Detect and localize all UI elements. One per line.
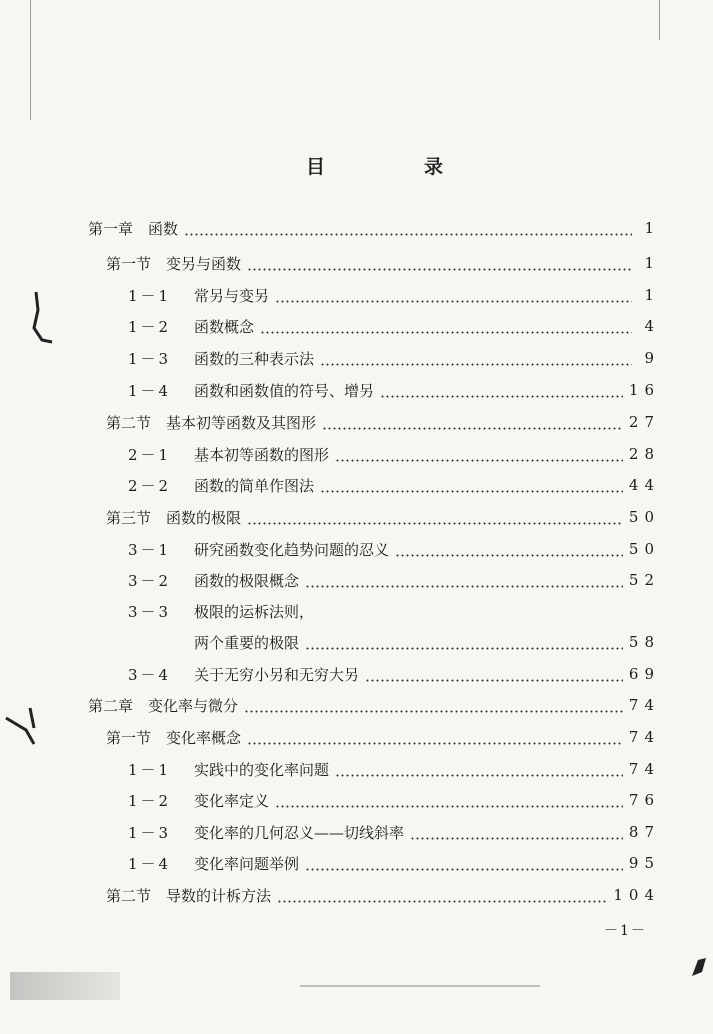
toc-entry-number: 1－1: [128, 760, 172, 779]
scan-smudge: [10, 972, 120, 1000]
toc-entry-number: 1－2: [128, 317, 172, 336]
toc-entry-label: 关于无穷小另和无穷大另: [194, 665, 360, 684]
toc-entry-number: 1－4: [128, 381, 172, 400]
toc-entry-page: 69: [628, 665, 660, 683]
toc-entry-label: 基本初等函数的图形: [194, 445, 330, 464]
toc-entry-number: 3－1: [128, 540, 172, 559]
toc-dot-leader: [277, 900, 607, 903]
toc-entry: [106, 408, 660, 436]
toc-entry: [106, 249, 660, 277]
toc-entry: [106, 723, 660, 751]
toc-entry: [128, 471, 660, 499]
toc-dot-leader: [305, 868, 623, 871]
toc-entry-label: 极限的运柝法则，: [194, 602, 315, 621]
toc-entry-page: 76: [628, 791, 660, 809]
toc-entry-page: 16: [628, 381, 660, 399]
toc-entry-number: 1－4: [128, 854, 172, 873]
toc-entry: [128, 440, 660, 468]
toc-entry-page: 44: [628, 476, 660, 494]
toc-dot-leader: [380, 395, 623, 398]
toc-entry-label: 函数的简单作图法: [194, 476, 315, 495]
toc-entry-label: 函数概念: [194, 317, 255, 336]
toc-entry-page: 95: [628, 854, 660, 872]
scan-edge-line: [659, 0, 660, 40]
toc-entry-label: 实践中的变化率问题: [194, 760, 330, 779]
toc-entry: [88, 214, 660, 242]
title-char-left: 目: [306, 156, 328, 178]
toc-entry-label: 第二节 基本初等函数及其图形: [106, 413, 317, 432]
toc-entry-page: 1: [644, 254, 660, 272]
toc-entry-label: 第三节 函数的极限: [106, 508, 242, 527]
scan-smudge: [300, 985, 540, 987]
toc-entry-page: 50: [628, 508, 660, 526]
toc-entry-page: 28: [628, 445, 660, 463]
toc-entry-page: 27: [628, 413, 660, 431]
toc-entry-page: 104: [613, 886, 660, 904]
toc-entry-label: 变化率定义: [194, 791, 270, 810]
scan-smudge: [22, 290, 62, 350]
toc-entry-page: 1: [644, 286, 660, 304]
toc-dot-leader: [322, 427, 623, 430]
toc-entry-number: 3－2: [128, 571, 172, 590]
toc-dot-leader: [395, 554, 623, 557]
toc-entry-page: 1: [644, 219, 660, 237]
page-footer-number: －1－: [604, 923, 647, 939]
toc-dot-leader: [244, 710, 623, 713]
toc-entry-label: 研究函数变化趋势问题的忍义: [194, 540, 390, 559]
toc-dot-leader: [335, 459, 623, 462]
toc-entry-page: 87: [628, 823, 660, 841]
toc-entry-page: 9: [644, 349, 660, 367]
toc-entry-label: 变化率的几何忍义——切线斜率: [194, 823, 405, 842]
toc-entry-number: 1－3: [128, 349, 172, 368]
toc-dot-leader: [305, 585, 623, 588]
toc-dot-leader: [320, 363, 632, 366]
toc-entry-page: 50: [628, 540, 660, 558]
toc-entry: [128, 281, 660, 309]
toc-entry-page: 52: [628, 571, 660, 589]
toc-entry-number: 1－1: [128, 286, 172, 305]
toc-entry-label: 常另与变另: [194, 286, 270, 305]
toc-entry: [128, 755, 660, 783]
toc-entry-label: 函数的极限概念: [194, 571, 300, 590]
toc-entry-page: 58: [628, 633, 660, 651]
toc-entry: [128, 818, 660, 846]
toc-entry: [128, 849, 660, 877]
toc-entry: [128, 344, 660, 372]
toc-entry-number: 3－3: [128, 602, 172, 621]
toc-entry: [128, 628, 660, 656]
toc-entry: [128, 535, 660, 563]
toc-dot-leader: [410, 837, 623, 840]
toc-entry: [88, 691, 660, 719]
toc-entry-label: 第二章 变化率与微分: [88, 696, 239, 715]
scan-smudge: [688, 950, 710, 980]
toc-entry-page: 4: [644, 317, 660, 335]
toc-dot-leader: [320, 490, 623, 493]
toc-entry-number: 1－2: [128, 791, 172, 810]
toc-dot-leader: [184, 233, 632, 236]
toc-entry-label: 两个重要的极限: [194, 633, 300, 652]
toc-dot-leader: [275, 805, 623, 808]
toc-entry-label: 第一节 变另与函数: [106, 254, 242, 273]
toc-entry: [128, 597, 660, 625]
toc-entry: [128, 566, 660, 594]
toc-entry-page: 74: [628, 728, 660, 746]
toc-dot-leader: [247, 742, 623, 745]
title-char-right: 录: [424, 156, 446, 178]
toc-dot-leader: [275, 300, 632, 303]
toc-entry: [106, 503, 660, 531]
toc-entry: [106, 881, 660, 909]
toc-dot-leader: [247, 522, 623, 525]
toc-entry-label: 变化率问题举例: [194, 854, 300, 873]
toc-entry: [128, 660, 660, 688]
toc-dot-leader: [260, 331, 632, 334]
toc-entry: [128, 786, 660, 814]
toc-dot-leader: [335, 774, 623, 777]
toc-entry-number: 3－4: [128, 665, 172, 684]
toc-entry-label: 第一节 变化率概念: [106, 728, 242, 747]
toc-entry-label: 函数的三种表示法: [194, 349, 315, 368]
toc-dot-leader: [305, 647, 623, 650]
page-title: [0, 152, 713, 182]
toc-entry: [128, 312, 660, 340]
toc-entry-label: 第二节 导数的计柝方法: [106, 886, 272, 905]
toc-entry-page: 74: [628, 760, 660, 778]
toc-entry-label: 第一章 函数: [88, 219, 179, 238]
toc-entry: [128, 376, 660, 404]
toc-entry-number: 1－3: [128, 823, 172, 842]
toc-dot-leader: [247, 268, 632, 271]
toc-entry-page: 74: [628, 696, 660, 714]
scan-smudge: [4, 700, 44, 750]
scan-edge-line: [30, 0, 31, 120]
toc-dot-leader: [365, 679, 623, 682]
toc-entry-number: 2－2: [128, 476, 172, 495]
toc-entry-number: 2－1: [128, 445, 172, 464]
toc-entry-label: 函数和函数值的符号、增另: [194, 381, 375, 400]
